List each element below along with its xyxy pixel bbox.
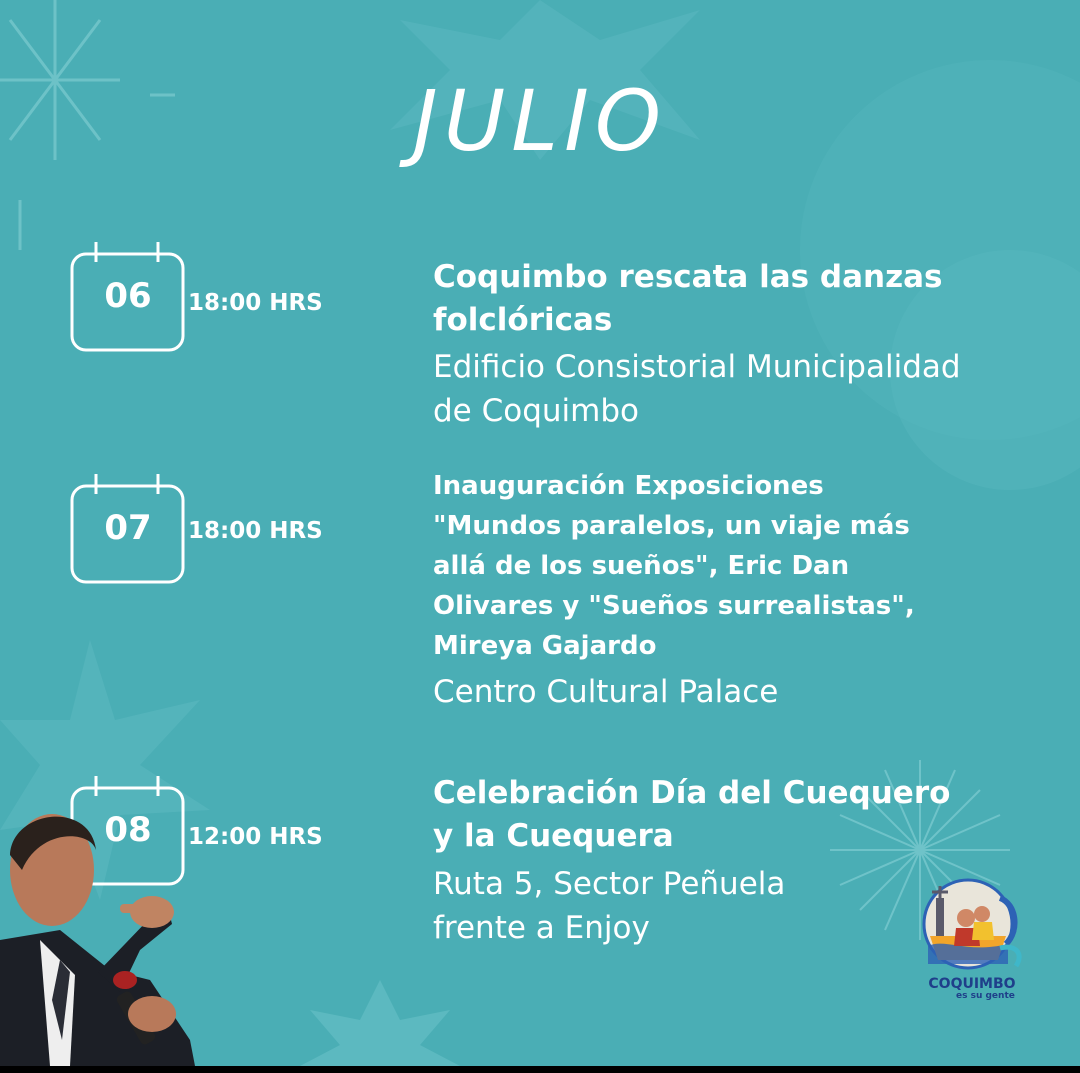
event-time: 18:00 HRS	[188, 518, 323, 544]
event-title	[433, 466, 1033, 666]
event-place	[433, 670, 1053, 714]
calendar-icon	[70, 474, 186, 576]
calendar-icon	[70, 242, 186, 344]
logo-emblem	[916, 874, 1028, 978]
singer-photo	[0, 800, 200, 1066]
logo-wordmark: COQUIMBO	[928, 976, 1016, 992]
municipality-logo	[916, 874, 1028, 1004]
event-title	[433, 772, 1033, 858]
event-title	[433, 256, 1033, 342]
sparkle-icon	[300, 980, 460, 1066]
event-title-line: folclóricas	[433, 302, 613, 338]
event-title-line: allá de los sueños", Eric Dan	[433, 551, 850, 581]
event-place	[433, 345, 1053, 433]
event-title-line: Coquimbo rescata las danzas	[433, 259, 943, 295]
event-time: 18:00 HRS	[188, 290, 323, 316]
event-time: 12:00 HRS	[188, 824, 323, 850]
event-title-line: Olivares y "Sueños surrealistas",	[433, 591, 915, 621]
event-title-line: "Mundos paralelos, un viaje más	[433, 511, 910, 541]
event-day: 07	[104, 508, 152, 548]
event-place-line: frente a Enjoy	[433, 910, 650, 946]
event-title-line: y la Cuequera	[433, 818, 674, 854]
event-title-line: Celebración Día del Cuequero	[433, 775, 951, 811]
event-title-line: Inauguración Exposiciones	[433, 471, 824, 501]
event-place-line: Centro Cultural Palace	[433, 674, 779, 710]
logo-tagline: es su gente	[956, 991, 1015, 1001]
event-title-line: Mireya Gajardo	[433, 631, 657, 661]
event-place-line: Edificio Consistorial Municipalidad	[433, 349, 961, 385]
event-day: 08	[104, 810, 152, 850]
event-place-line: de Coquimbo	[433, 393, 639, 429]
event-day: 06	[104, 276, 152, 316]
month-title: JULIO	[413, 72, 667, 170]
event-place-line: Ruta 5, Sector Peñuela	[433, 866, 786, 902]
